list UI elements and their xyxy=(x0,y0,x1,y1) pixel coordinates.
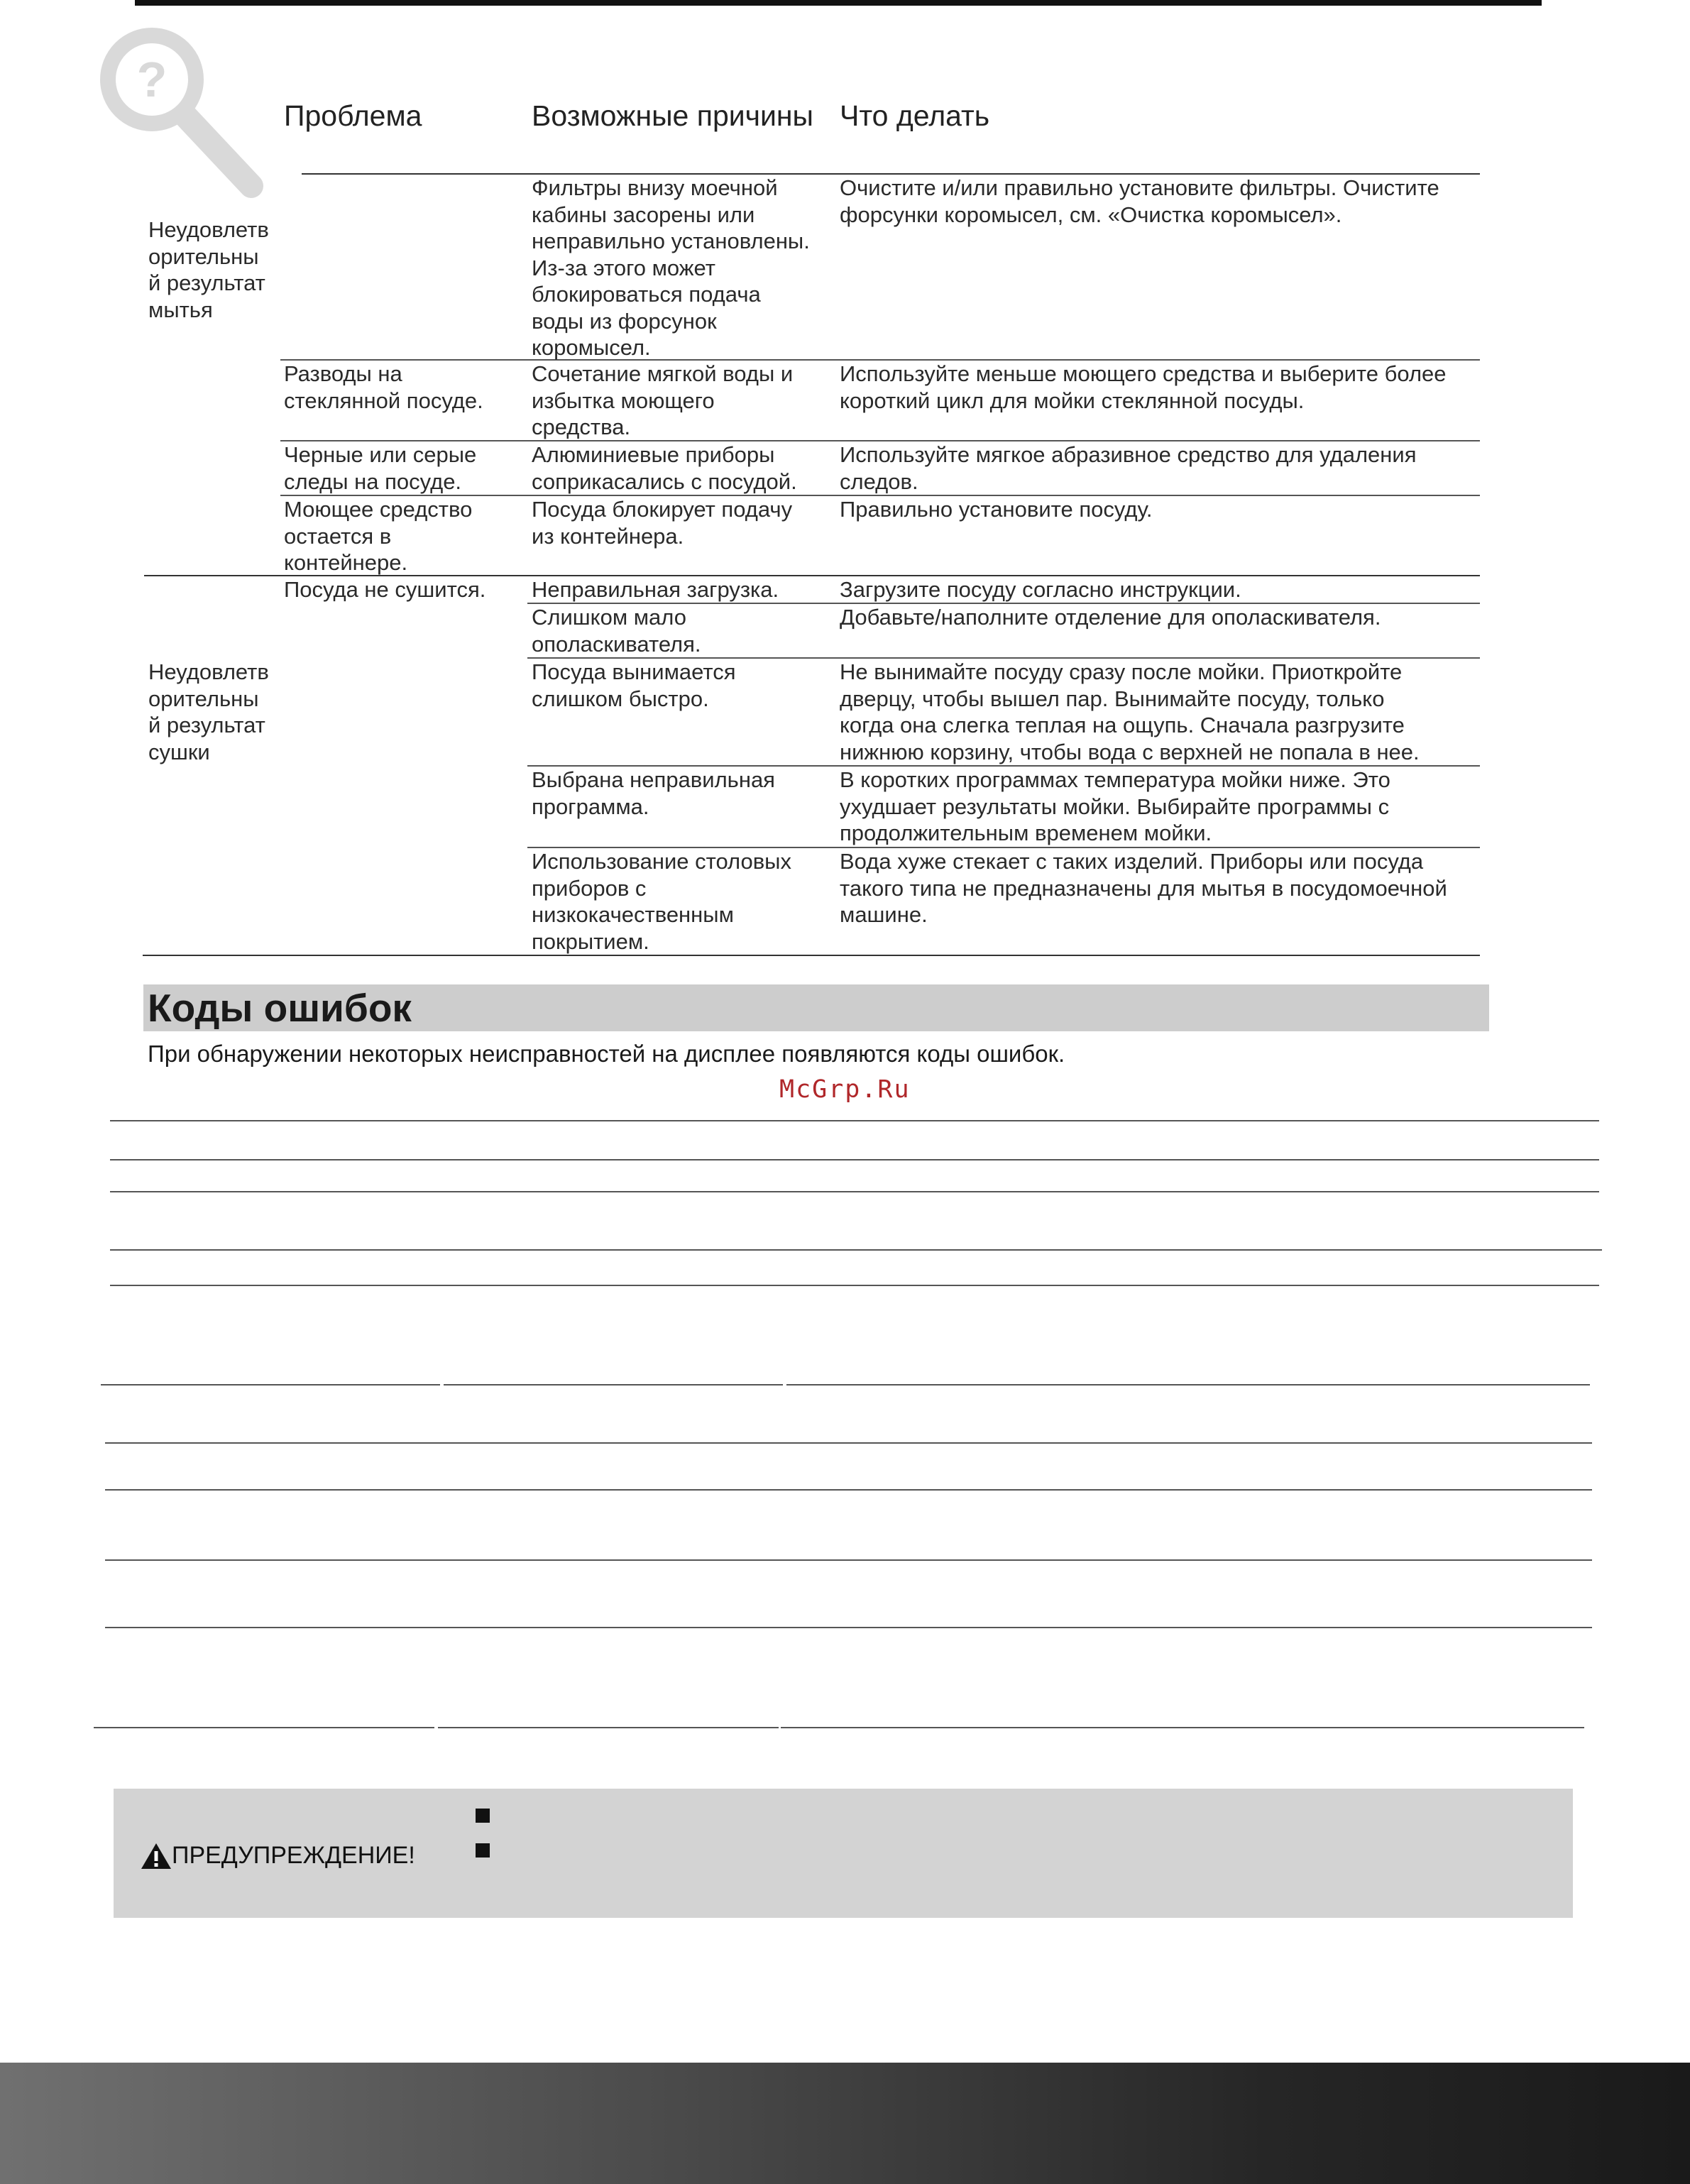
table-cell-action: Очистите и/или правильно установите фильтры. Очистите форсунки коромысел, см. «Очистка коромысел». xyxy=(840,175,1439,227)
table-rule xyxy=(105,1442,1592,1444)
table-rule xyxy=(94,1727,434,1728)
table-rule xyxy=(110,1249,1602,1251)
watermark: McGrp.Ru xyxy=(779,1075,911,1104)
table-cell-cause: Посуда вынимается слишком быстро. xyxy=(532,659,736,711)
group-label-dry: Неудовлетв орительны й результат сушки xyxy=(148,659,269,764)
table-bottom-rule xyxy=(143,955,1480,956)
table-rule xyxy=(786,1384,1590,1385)
table-cell-problem: Посуда не сушится. xyxy=(284,577,486,602)
table-cell-action: Правильно установите посуду. xyxy=(840,497,1153,522)
bullet-marker xyxy=(476,1809,490,1823)
table-rule xyxy=(438,1727,779,1728)
header-causes: Возможные причины xyxy=(532,99,814,132)
warning-triangle-icon xyxy=(141,1843,172,1870)
table-cell-problem: Моющее средство остается в контейнере. xyxy=(284,497,473,575)
table-cell-cause: Фильтры внизу моечной кабины засорены или неправильно установлены. Из-за этого может блокироваться подача воды из форсунок коромысел. xyxy=(532,175,810,360)
table-cell-cause: Алюминиевые приборы соприкасались с посудой. xyxy=(532,442,797,494)
table-cell-cause: Выбрана неправильная программа. xyxy=(532,767,775,819)
top-rule xyxy=(135,0,1542,6)
bullet-marker xyxy=(476,1843,490,1858)
table-cell-cause: Использование столовых приборов с низкокачественным покрытием. xyxy=(532,849,791,954)
section-intro: При обнаружении некоторых неисправностей на дисплее появляются коды ошибок. xyxy=(148,1041,1065,1067)
group-label-wash: Неудовлетв орительны й результат мытья xyxy=(148,217,269,322)
table-rule xyxy=(101,1384,440,1385)
table-cell-action: Не вынимайте посуду сразу после мойки. Приоткройте дверцу, чтобы вышел пар. Вынимайте посуду, только когда она слегка теплая на ощупь. Сначала разгрузите нижнюю корзину, чтобы вода с верхней не попала в нее. xyxy=(840,659,1420,764)
section-title: Коды ошибок xyxy=(148,986,412,1030)
table-cell-action: Добавьте/наполните отделение для ополаскивателя. xyxy=(840,605,1381,630)
table-cell-cause: Посуда блокирует подачу из контейнера. xyxy=(532,497,793,549)
table-rule xyxy=(110,1191,1599,1192)
table-rule xyxy=(105,1489,1592,1491)
header-problem: Проблема xyxy=(284,99,422,132)
warning-label xyxy=(141,1842,415,1870)
table-rule xyxy=(110,1120,1599,1121)
header-action: Что делать xyxy=(840,99,990,132)
table-rule xyxy=(110,1285,1599,1286)
table-cell-action: Используйте меньше моющего средства и выберите более короткий цикл для мойки стеклянной посуды. xyxy=(840,361,1447,413)
magnifier-question-icon xyxy=(98,26,268,203)
table-cell-action: Вода хуже стекает с таких изделий. Приборы или посуда такого типа не предназначены для мытья в посудомоечной машине. xyxy=(840,849,1447,927)
svg-text:?: ? xyxy=(136,52,168,107)
table-rule xyxy=(105,1627,1592,1628)
footer-band xyxy=(0,2063,1690,2184)
table-rule xyxy=(781,1727,1584,1728)
table-cell-cause: Слишком мало ополаскивателя. xyxy=(532,605,701,657)
table-rule xyxy=(444,1384,783,1385)
table-cell-action: В коротких программах температура мойки ниже. Это ухудшает результаты мойки. Выбирайте программы с продолжительным временем мойки. xyxy=(840,767,1390,845)
table-cell-problem: Разводы на стеклянной посуде. xyxy=(284,361,483,413)
table-rule xyxy=(110,1159,1599,1160)
table-rule xyxy=(105,1559,1592,1561)
table-cell-problem: Черные или серые следы на посуде. xyxy=(284,442,477,494)
table-cell-cause: Сочетание мягкой воды и избытка моющего средства. xyxy=(532,361,794,439)
table-cell-cause: Неправильная загрузка. xyxy=(532,577,779,602)
table-cell-action: Загрузите посуду согласно инструкции. xyxy=(840,577,1241,602)
table-cell-action: Используйте мягкое абразивное средство для удаления следов. xyxy=(840,442,1417,494)
warning-text: ПРЕДУПРЕЖДЕНИЕ! xyxy=(172,1842,415,1869)
